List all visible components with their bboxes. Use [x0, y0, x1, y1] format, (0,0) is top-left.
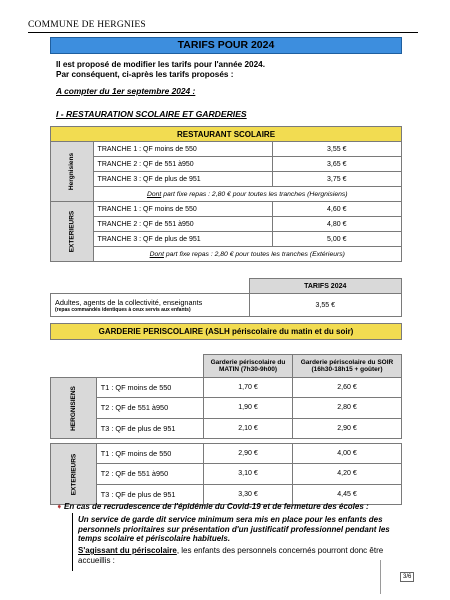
tranche-cell: TRANCHE 1 : QF moins de 550	[93, 142, 272, 157]
tranche-cell: TRANCHE 2 : QF de 551 à950	[93, 217, 272, 232]
tranche-cell: T3 : QF de plus de 951	[96, 418, 203, 438]
intro-line-2: Par conséquent, ci-après les tarifs proposés :	[56, 70, 234, 79]
group-label-exterieurs: EXTERIEURS	[51, 444, 97, 505]
table-row	[51, 172, 402, 187]
matin-price: 3,10 €	[204, 464, 293, 484]
matin-price: 3,30 €	[204, 484, 293, 504]
page-number: 3/6	[400, 572, 414, 582]
table-row	[51, 418, 402, 438]
table-row	[51, 142, 402, 157]
tranche-cell: T2 : QF de 551 à950	[96, 464, 203, 484]
price-cell: 3,65 €	[272, 157, 401, 172]
restaurant-table	[50, 126, 402, 262]
table-row	[51, 444, 402, 464]
page-title: TARIFS POUR 2024	[50, 37, 402, 54]
arrow-bullet-icon: ➧	[56, 502, 63, 511]
matin-price: 1,70 €	[204, 378, 293, 398]
tranche-cell: T1 : QF moins de 550	[96, 378, 203, 398]
table-row	[51, 187, 402, 202]
table-row	[51, 378, 402, 398]
soir-price: 2,80 €	[293, 398, 402, 418]
fixed-part-note: Dont part fixe repas : 2,80 € pour toutes les tranches (Extérieurs)	[93, 247, 401, 262]
restaurant-title: RESTAURANT SCOLAIRE	[51, 127, 402, 142]
tranche-cell: TRANCHE 3 : QF de plus de 951	[93, 172, 272, 187]
group-label-hergnisiens: Hergnisiens	[51, 142, 94, 202]
commune-name: COMMUNE DE HERGNIES	[28, 20, 146, 30]
col-header-soir: Garderie périscolaire du SOIR (16h30-18h15 + goûter)	[293, 355, 402, 378]
table-row	[51, 464, 402, 484]
quote-rule	[72, 513, 73, 571]
covid-paragraph: Un service de garde dit service minimum sera mis en place pour les enfants des personnels prioritaires sur présentation d'un justificatif professionnel pendant les temps scolaire et périscolaire habituels.	[78, 515, 390, 543]
matin-price: 2,10 €	[204, 418, 293, 438]
tranche-cell: T1 : QF moins de 550	[96, 444, 203, 464]
periscolaire-paragraph	[78, 546, 408, 565]
price-cell: 3,55 €	[272, 142, 401, 157]
fixed-part-note: Dont part fixe repas : 2,80 € pour toutes les tranches (Hergnisiens)	[93, 187, 401, 202]
periscolaire-text: , les enfants des personnels concernés pourront donc être accueillis :	[78, 546, 384, 565]
header-rule	[28, 32, 418, 33]
soir-price: 4,45 €	[293, 484, 402, 504]
table-row	[51, 247, 402, 262]
garderie-title: GARDERIE PERISCOLAIRE (ASLH périscolaire du matin et du soir)	[51, 324, 402, 340]
adults-header: TARIFS 2024	[249, 279, 402, 294]
soir-price: 2,60 €	[293, 378, 402, 398]
periscolaire-lead: S'agissant du périscolaire	[78, 546, 177, 555]
tranche-cell: T3 : QF de plus de 951	[96, 484, 203, 504]
group-label-hergnisiens: HERGNISIENS	[51, 378, 97, 439]
margin-rule	[380, 560, 381, 594]
soir-price: 4,20 €	[293, 464, 402, 484]
section-title: I - RESTAURATION SCOLAIRE ET GARDERIES	[56, 109, 247, 119]
soir-price: 4,00 €	[293, 444, 402, 464]
table-row	[51, 294, 402, 317]
table-row	[51, 202, 402, 217]
matin-price: 1,90 €	[204, 398, 293, 418]
table-row	[51, 398, 402, 418]
garderie-table	[50, 323, 402, 505]
intro-text	[56, 60, 265, 80]
table-row	[51, 157, 402, 172]
tranche-cell: T2 : QF de 551 à950	[96, 398, 203, 418]
adults-sublabel: (repas commandés identiques à ceux servis aux enfants)	[55, 306, 191, 313]
price-cell: 5,00 €	[272, 232, 401, 247]
matin-price: 2,90 €	[204, 444, 293, 464]
price-cell: 3,75 €	[272, 172, 401, 187]
soir-price: 2,90 €	[293, 418, 402, 438]
tranche-cell: TRANCHE 2 : QF de 551 à950	[93, 157, 272, 172]
intro-line-1: Il est proposé de modifier les tarifs pour l'année 2024.	[56, 60, 265, 69]
table-row	[51, 232, 402, 247]
price-cell: 4,60 €	[272, 202, 401, 217]
adults-price: 3,55 €	[249, 294, 402, 317]
price-cell: 4,80 €	[272, 217, 401, 232]
adults-label: Adultes, agents de la collectivité, enseignants	[55, 297, 203, 307]
table-row	[51, 217, 402, 232]
adults-label-cell	[51, 294, 250, 317]
col-header-matin: Garderie périscolaire du MATIN (7h30-9h00)	[204, 355, 293, 378]
tranche-cell: TRANCHE 1 : QF moins de 550	[93, 202, 272, 217]
covid-heading: En cas de recrudescence de l'épidémie du Covid-19 et de fermeture des écoles :	[64, 502, 369, 511]
tranche-cell: TRANCHE 3 : QF de plus de 951	[93, 232, 272, 247]
effective-date: A compter du 1er septembre 2024 :	[56, 86, 196, 96]
group-label-exterieurs: EXTERIEURS	[51, 202, 94, 262]
adults-table	[50, 278, 402, 317]
